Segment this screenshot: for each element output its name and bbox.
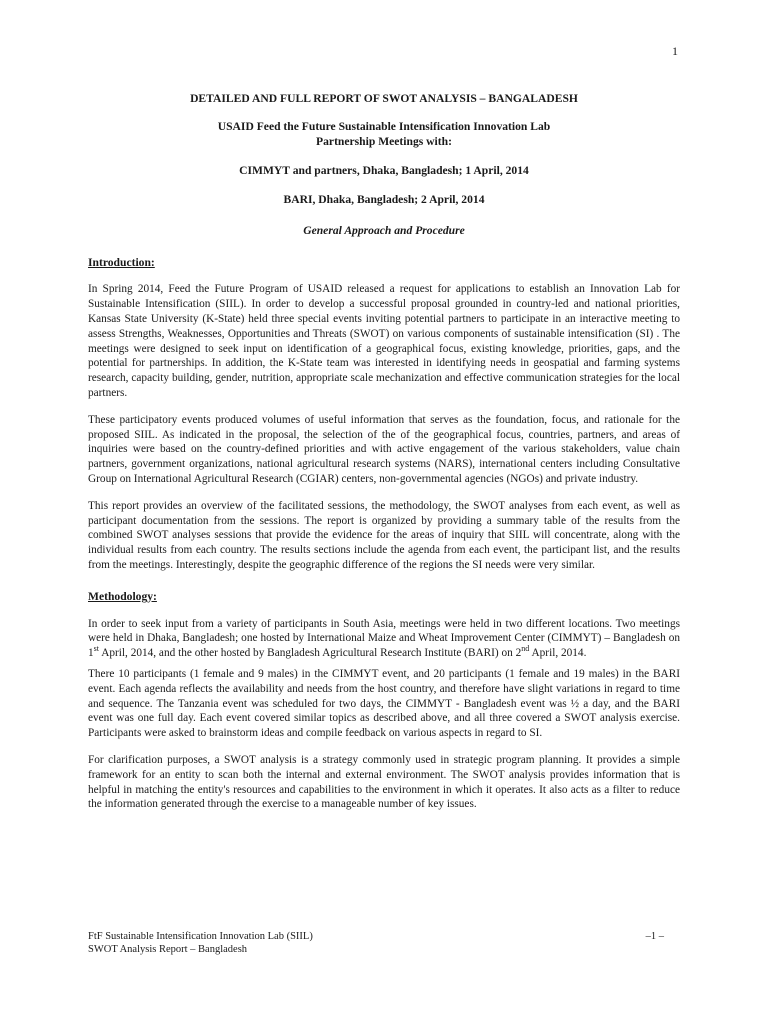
introduction-heading: Introduction: <box>88 255 155 269</box>
meeting-1: CIMMYT and partners, Dhaka, Bangladesh; 1 April, 2014 <box>239 163 529 177</box>
introduction-paragraph-2: These participatory events produced volumes of useful information that serves as the foundation, focus, and rationale for the proposed SIIL. As indicated in the proposal, the selection of the of the geographical focus, countries, partners, and areas of inquiries were based on the country-defined priorities and with active engagement of the various stakeholders, value chain partners, government organizations, national agricultural research systems (NARS), international centers including Consultative Group on International Agricultural Research (CGIAR) centers, non-governmental agencies (NGOs) and private industry. <box>88 413 680 485</box>
superscript-st: st <box>93 644 99 654</box>
methodology-p1-part-a: In order to seek input from a variety of participants in South Asia, meetings were held in two different locations. Two meetings were held in Dhaka, Bangladesh; one hosted by International Maize and Wheat Improvement Center (CIMMYT) – Bangladesh on 1 <box>88 617 680 660</box>
footer-page-number: –1 – <box>645 931 664 942</box>
page-footer <box>88 930 680 956</box>
methodology-p1-part-c: April, 2014. <box>529 647 587 660</box>
subtitle-line-2: Partnership Meetings with: <box>316 134 452 148</box>
subtitle-line-1: USAID Feed the Future Sustainable Intensification Innovation Lab <box>217 119 551 133</box>
methodology-paragraph-2: There 10 participants (1 female and 9 males) in the CIMMYT event, and 20 participants (1 female and 19 males) in the BARI event. Each agenda reflects the availability and needs from the host country, and therefore have slight variations in regard to time and sequence. The Tanzania event was scheduled for two days, the CIMMYT - Bangladesh event was ½ a day, and the BARI event was one full day. Each event covered similar topics as described above, and all three covered a SWOT analysis exercise. Participants were asked to brainstorm ideas and compile feedback on various aspects in regard to SI. <box>88 667 680 740</box>
meeting-2: BARI, Dhaka, Bangladesh; 2 April, 2014 <box>283 192 485 206</box>
methodology-paragraph-1 <box>88 617 680 661</box>
footer-line-1: FtF Sustainable Intensification Innovation Lab (SIIL) <box>88 931 313 942</box>
methodology-paragraph-3: For clarification purposes, a SWOT analysis is a strategy commonly used in strategic program planning. It provides a simple framework for an entity to scan both the internal and external environment. The SWOT analysis provides information that is helpful in matching the entity's resources and capabilities to the environment in which it operates. It also acts as a filter to reduce the information generated through the exercise to a manageable number of key issues. <box>88 753 680 811</box>
methodology-p1-part-b: April, 2014, and the other hosted by Bangladesh Agricultural Research Institute (BARI) on 2 <box>99 647 522 660</box>
report-title: DETAILED AND FULL REPORT OF SWOT ANALYSIS – BANGALADESH <box>190 92 578 105</box>
footer-left <box>88 930 313 956</box>
document-body <box>88 92 680 824</box>
approach-heading: General Approach and Procedure <box>303 223 465 237</box>
methodology-heading: Methodology: <box>88 589 157 603</box>
superscript-nd: nd <box>521 644 530 654</box>
introduction-paragraph-1: In Spring 2014, Feed the Future Program of USAID released a request for applications to establish an Innovation Lab for Sustainable Intensification (SIIL). In order to develop a successful proposal grounded in country-led and national priorities, Kansas State University (K-State) held three special events inviting potential partners to participate in an interactive meeting to assess Strengths, Weaknesses, Opportunities and Threats (SWOT) on various components of sustainable intensification (SI) . The meetings were designed to seek input on identification of a geographical focus, existing knowledge, priorities, gaps, and the potential for partnerships. In addition, the K-State team was interested in identifying needs in geospatial and farming systems research, capacity building, gender, nutrition, appropriate scale mechanization and effective communication strategies for the local partners. <box>88 283 680 399</box>
introduction-paragraph-3: This report provides an overview of the facilitated sessions, the methodology, the SWOT analyses from each event, as well as participant documentation from the sessions. The report is organized by providing a summary table of the results from the combined SWOT analyses sessions that provide the evidence for the areas of inquiry that SIIL will concentrate, along with the individual results from each country. The results sections include the agenda from each event, the participant list, and the results from the meetings. Interestingly, despite the geographic difference of the regions the SI needs were very similar. <box>88 499 680 571</box>
page-number: 1 <box>672 44 678 58</box>
footer-line-2: SWOT Analysis Report – Bangladesh <box>88 944 248 955</box>
